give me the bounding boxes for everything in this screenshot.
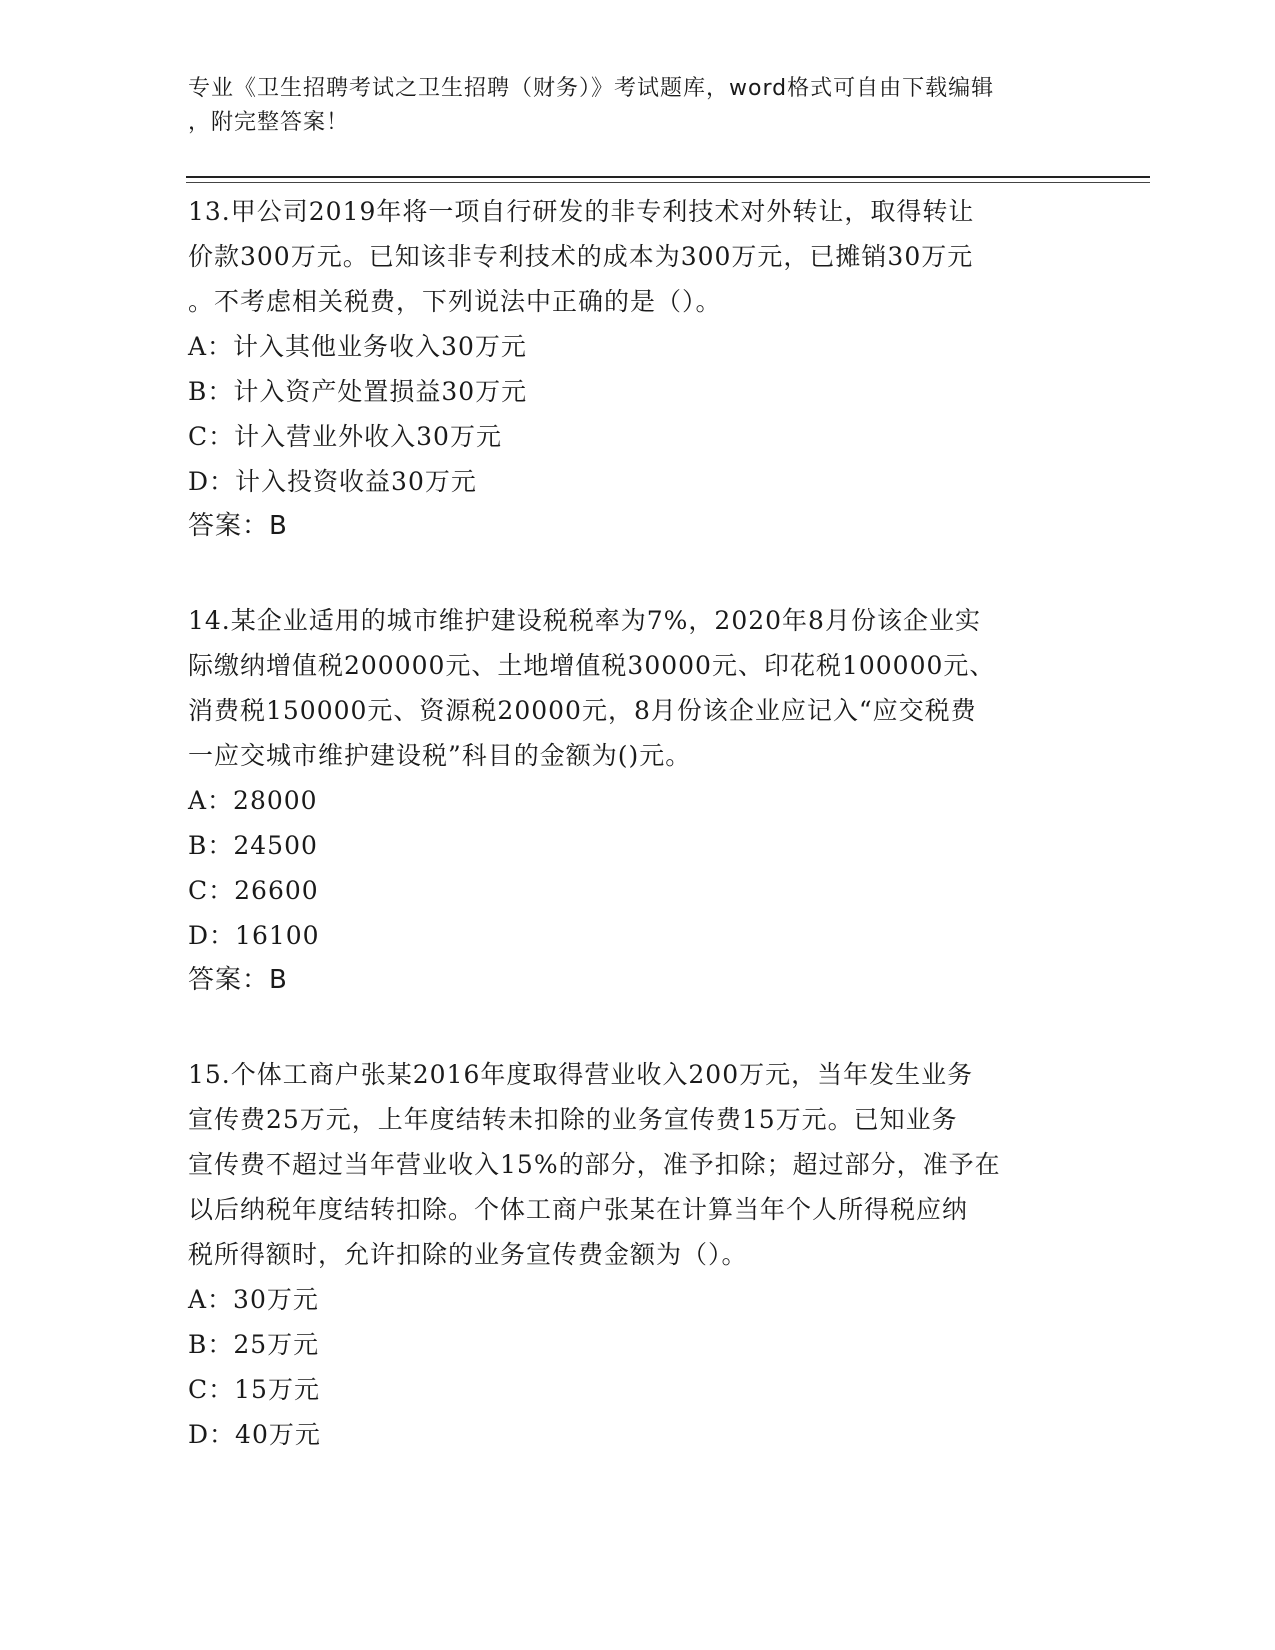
question-15 xyxy=(188,1052,1088,1457)
question-text-line: 宣传费不超过当年营业收入15%的部分，准予扣除；超过部分，准予在 xyxy=(188,1150,1001,1179)
question-text-line: 13.甲公司2019年将一项自行研发的非专利技术对外转让，取得转让 xyxy=(188,197,975,226)
question-14 xyxy=(188,598,1088,1003)
question-text-line: 。不考虑相关税费，下列说法中正确的是（）。 xyxy=(188,287,722,316)
question-13 xyxy=(188,189,1088,549)
question-text-line: 一应交城市维护建设税”科目的金额为()元。 xyxy=(188,741,692,770)
option-b: B：25万元 xyxy=(188,1330,320,1359)
option-b: B：24500 xyxy=(188,831,318,860)
option-b: B：计入资产处置损益30万元 xyxy=(188,377,528,406)
question-text-line: 价款300万元。已知该非专利技术的成本为300万元，已摊销30万元 xyxy=(188,242,974,271)
question-text-line: 以后纳税年度结转扣除。个体工商户张某在计算当年个人所得税应纳 xyxy=(188,1195,969,1224)
option-d: D：40万元 xyxy=(188,1420,321,1449)
question-text-line: 15.个体工商户张某2016年度取得营业收入200万元，当年发生业务 xyxy=(188,1060,974,1089)
header-divider-thick xyxy=(186,176,1150,178)
option-c: C：计入营业外收入30万元 xyxy=(188,422,502,451)
option-a: A：计入其他业务收入30万元 xyxy=(188,332,527,361)
question-text-line: 宣传费25万元，上年度结转未扣除的业务宣传费15万元。已知业务 xyxy=(188,1105,958,1134)
question-text-line: 消费税150000元、资源税20000元，8月份该企业应记入“应交税费 xyxy=(188,696,977,725)
option-d: D：计入投资收益30万元 xyxy=(188,467,477,496)
option-c: C：15万元 xyxy=(188,1375,320,1404)
option-c: C：26600 xyxy=(188,876,319,905)
option-a: A：28000 xyxy=(188,786,318,815)
answer-label: 答案：B xyxy=(188,511,288,541)
question-text-line: 14.某企业适用的城市维护建设税税率为7%，2020年8月份该企业实 xyxy=(188,606,981,635)
option-d: D：16100 xyxy=(188,921,320,950)
document-header xyxy=(188,72,1068,140)
header-line-2: ，附完整答案！ xyxy=(188,110,350,135)
header-line-1: 专业《卫生招聘考试之卫生招聘（财务）》考试题库，word格式可自由下载编辑 xyxy=(188,76,995,101)
option-a: A：30万元 xyxy=(188,1285,319,1314)
question-text-line: 税所得额时，允许扣除的业务宣传费金额为（）。 xyxy=(188,1240,748,1269)
answer-label: 答案：B xyxy=(188,965,288,995)
question-text-line: 际缴纳增值税200000元、土地增值税30000元、印花税100000元、 xyxy=(188,651,996,680)
header-divider-thin xyxy=(186,182,1150,183)
